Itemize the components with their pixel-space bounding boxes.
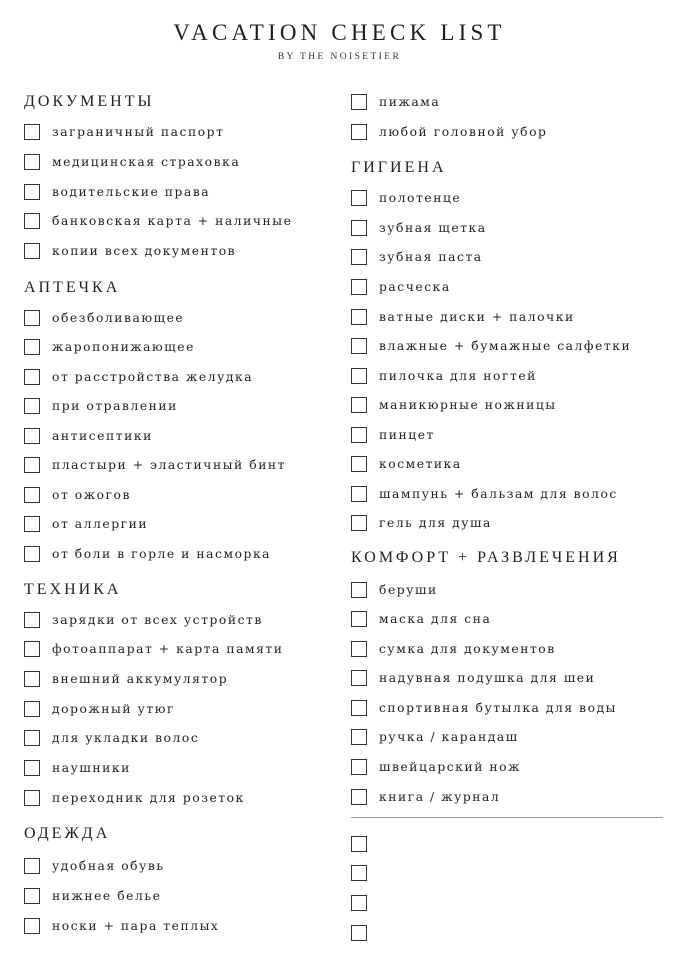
checkbox[interactable] [24,154,40,170]
checkbox[interactable] [24,339,40,355]
section-title-hygiene: ГИГИЕНА [351,159,447,176]
checkbox[interactable] [351,309,367,325]
item-label: пластыри + эластичный бинт [52,458,287,472]
divider-line [351,817,663,818]
section-title-comfort: КОМФОРТ + РАЗВЛЕЧЕНИЯ [351,549,621,566]
item-label: жаропонижающее [52,340,195,354]
item-label: пилочка для ногтей [379,369,537,383]
checkbox[interactable] [351,925,367,941]
item-label: удобная обувь [52,859,165,873]
checkbox[interactable] [24,671,40,687]
item-label: дорожный утюг [52,702,175,716]
checkbox[interactable] [24,790,40,806]
checkbox[interactable] [351,368,367,384]
section-title-tech: ТЕХНИКА [24,581,122,598]
checkbox[interactable] [351,611,367,627]
item-label: пижама [379,95,441,109]
item-label: от расстройства желудка [52,370,254,384]
checkbox[interactable] [24,243,40,259]
item-label: обезболивающее [52,311,185,325]
checkbox[interactable] [351,338,367,354]
item-label: фотоаппарат + карта памяти [52,642,284,656]
item-label: переходник для розеток [52,791,245,805]
item-label: носки + пара теплых [52,919,220,933]
checkbox[interactable] [351,729,367,745]
item-label: наушники [52,761,131,775]
item-label: маска для сна [379,612,492,626]
checkbox[interactable] [351,124,367,140]
item-label: влажные + бумажные салфетки [379,339,632,353]
item-label: косметика [379,457,462,471]
checkbox[interactable] [24,888,40,904]
item-label: при отравлении [52,399,178,413]
item-label: пинцет [379,428,435,442]
item-label: книга / журнал [379,790,501,804]
checkbox[interactable] [24,760,40,776]
item-label: зубная паста [379,250,483,264]
item-label: спортивная бутылка для воды [379,701,618,715]
item-label: заграничный паспорт [52,125,225,139]
page-subtitle: BY THE NOISETIER [277,52,402,62]
checkbox[interactable] [351,895,367,911]
checkbox[interactable] [351,582,367,598]
checkbox[interactable] [351,279,367,295]
item-label: медицинская страховка [52,155,241,169]
checkbox[interactable] [24,487,40,503]
item-label: банковская карта + наличные [52,214,293,228]
item-label: швейцарский нож [379,760,521,774]
item-label: маникюрные ножницы [379,398,557,412]
checkbox[interactable] [351,456,367,472]
item-label: любой головной убор [379,125,548,139]
checkbox[interactable] [24,369,40,385]
checkbox[interactable] [351,486,367,502]
item-label: для укладки волос [52,731,200,745]
item-label: от аллергии [52,517,149,531]
item-label: водительские права [52,185,211,199]
checkbox[interactable] [351,836,367,852]
checkbox[interactable] [24,457,40,473]
section-title-clothes: ОДЕЖДА [24,825,111,842]
checkbox[interactable] [24,428,40,444]
checkbox[interactable] [24,213,40,229]
checkbox[interactable] [351,397,367,413]
item-label: беруши [379,583,438,597]
checkbox[interactable] [24,641,40,657]
item-label: надувная подушка для шеи [379,671,596,685]
item-label: полотенце [379,191,462,205]
checkbox[interactable] [351,700,367,716]
item-label: нижнее белье [52,889,162,903]
checkbox[interactable] [351,190,367,206]
checkbox[interactable] [24,310,40,326]
checkbox[interactable] [351,94,367,110]
item-label: антисептики [52,429,153,443]
checkbox[interactable] [24,124,40,140]
checkbox[interactable] [24,858,40,874]
checkbox[interactable] [351,865,367,881]
checkbox[interactable] [351,789,367,805]
checkbox[interactable] [351,220,367,236]
checkbox[interactable] [351,670,367,686]
checkbox[interactable] [351,515,367,531]
checkbox[interactable] [24,184,40,200]
checkbox[interactable] [351,427,367,443]
checkbox[interactable] [351,641,367,657]
item-label: зарядки от всех устройств [52,613,263,627]
item-label: зубная щетка [379,221,487,235]
checkbox[interactable] [351,249,367,265]
item-label: ручка / карандаш [379,730,519,744]
checkbox[interactable] [24,918,40,934]
item-label: от боли в горле и насморка [52,547,272,561]
checkbox[interactable] [24,546,40,562]
checkbox[interactable] [24,701,40,717]
section-title-documents: ДОКУМЕНТЫ [24,93,155,110]
checkbox[interactable] [24,398,40,414]
item-label: сумка для документов [379,642,556,656]
checkbox[interactable] [24,516,40,532]
item-label: гель для душа [379,516,492,530]
item-label: шампунь + бальзам для волос [379,487,618,501]
page-title: VACATION CHECK LIST [173,20,506,45]
item-label: расческа [379,280,451,294]
checkbox[interactable] [24,730,40,746]
item-label: внешний аккумулятор [52,672,229,686]
item-label: копии всех документов [52,244,237,258]
item-label: ватные диски + палочки [379,310,575,324]
checkbox[interactable] [351,759,367,775]
section-title-first-aid: АПТЕЧКА [24,279,121,296]
item-label: от ожогов [52,488,131,502]
checkbox[interactable] [24,612,40,628]
